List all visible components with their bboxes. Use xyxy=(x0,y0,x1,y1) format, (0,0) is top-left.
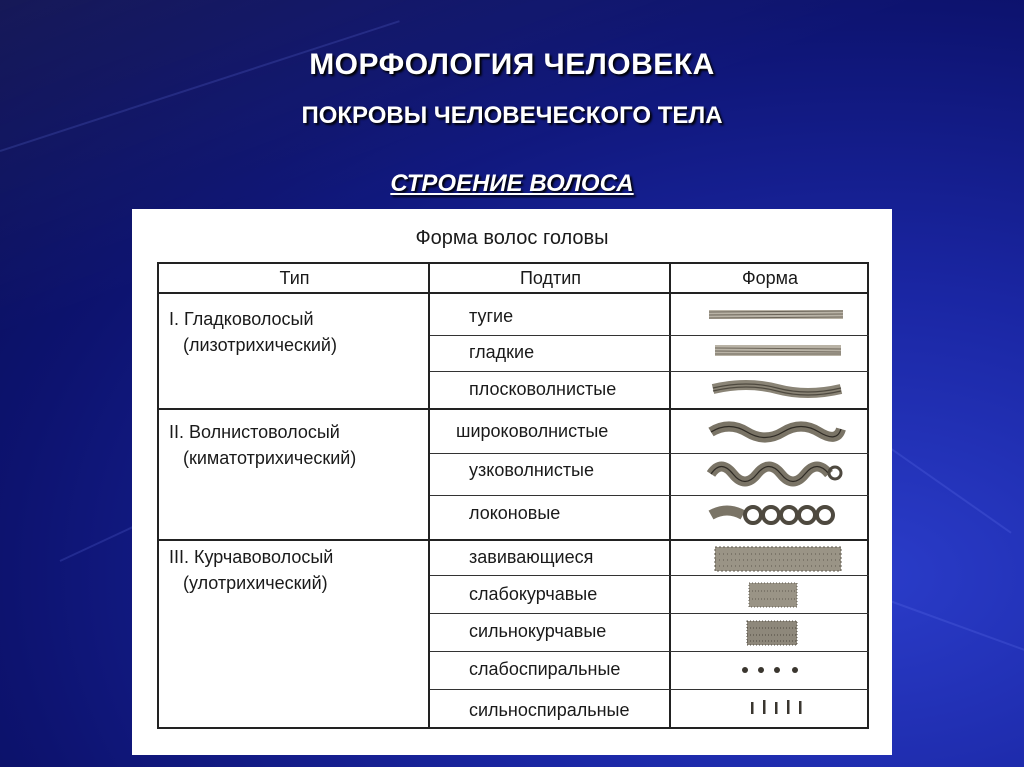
section-heading: СТРОЕНИЕ ВОЛОСА xyxy=(390,170,634,197)
column-divider xyxy=(428,264,430,729)
subtype-cell: сильнокурчавые xyxy=(469,621,607,641)
type-detail: (лизотрихический) xyxy=(183,335,337,355)
page-subtitle: ПОКРОВЫ ЧЕЛОВЕЧЕСКОГО ТЕЛА xyxy=(301,102,723,129)
hair-curling-icon xyxy=(707,544,847,574)
header-divider xyxy=(159,292,869,294)
hair-curled-locks-icon xyxy=(707,500,847,530)
type-name: I. Гладковолосый xyxy=(169,309,314,329)
subtype-cell: завивающиеся xyxy=(469,547,594,567)
subtype-cell: гладкие xyxy=(469,342,535,362)
group-divider xyxy=(159,539,869,541)
subtype-cell: широковолнистые xyxy=(456,421,609,441)
hair-form-table-panel xyxy=(132,209,892,755)
column-divider xyxy=(669,264,671,729)
subtype-cell: плосковолнистые xyxy=(469,379,617,399)
hair-broad-wavy-icon xyxy=(707,417,847,447)
subtype-cell: локоновые xyxy=(469,503,561,523)
table-caption: Форма волос головы xyxy=(415,227,609,249)
hair-straight-smooth-icon xyxy=(707,340,847,360)
subtype-cell: узковолнистые xyxy=(469,460,595,480)
hair-form-table xyxy=(157,262,869,729)
type-name: II. Волнистоволосый xyxy=(169,422,340,442)
row-divider xyxy=(430,575,869,576)
subtype-cell: тугие xyxy=(469,306,514,326)
subtype-cell: слабоспиральные xyxy=(469,659,621,679)
column-header-type: Тип xyxy=(279,268,310,288)
page-title: МОРФОЛОГИЯ ЧЕЛОВЕКА xyxy=(309,48,715,81)
type-label xyxy=(169,306,337,358)
type-detail: (киматотрихический) xyxy=(183,448,357,468)
subtype-cell: слабокурчавые xyxy=(469,584,598,604)
background-streak xyxy=(879,440,1011,533)
hair-flat-wavy-icon xyxy=(707,377,847,401)
background-streak xyxy=(890,600,1024,653)
row-divider xyxy=(430,613,869,614)
row-divider xyxy=(430,495,869,496)
hair-slightly-curly-icon xyxy=(707,580,847,610)
hair-straight-tight-icon xyxy=(707,304,847,324)
column-header-form: Форма xyxy=(741,268,799,288)
type-label xyxy=(169,544,333,596)
row-divider xyxy=(430,371,869,372)
subtype-cell: сильноспиральные xyxy=(469,700,630,720)
hair-strongly-curly-icon xyxy=(707,618,847,648)
row-divider xyxy=(430,335,869,336)
hair-tight-spiral-icon xyxy=(707,694,847,722)
type-detail: (улотрихический) xyxy=(183,573,328,593)
type-label xyxy=(169,419,356,471)
row-divider xyxy=(430,453,869,454)
hair-narrow-wavy-icon xyxy=(707,457,847,491)
row-divider xyxy=(430,689,869,690)
type-name: III. Курчавоволосый xyxy=(169,547,334,567)
background-streak xyxy=(0,20,400,152)
hair-loose-spiral-icon xyxy=(707,658,847,682)
row-divider xyxy=(430,651,869,652)
group-divider xyxy=(159,408,869,410)
column-header-subtype: Подтип xyxy=(519,268,582,288)
